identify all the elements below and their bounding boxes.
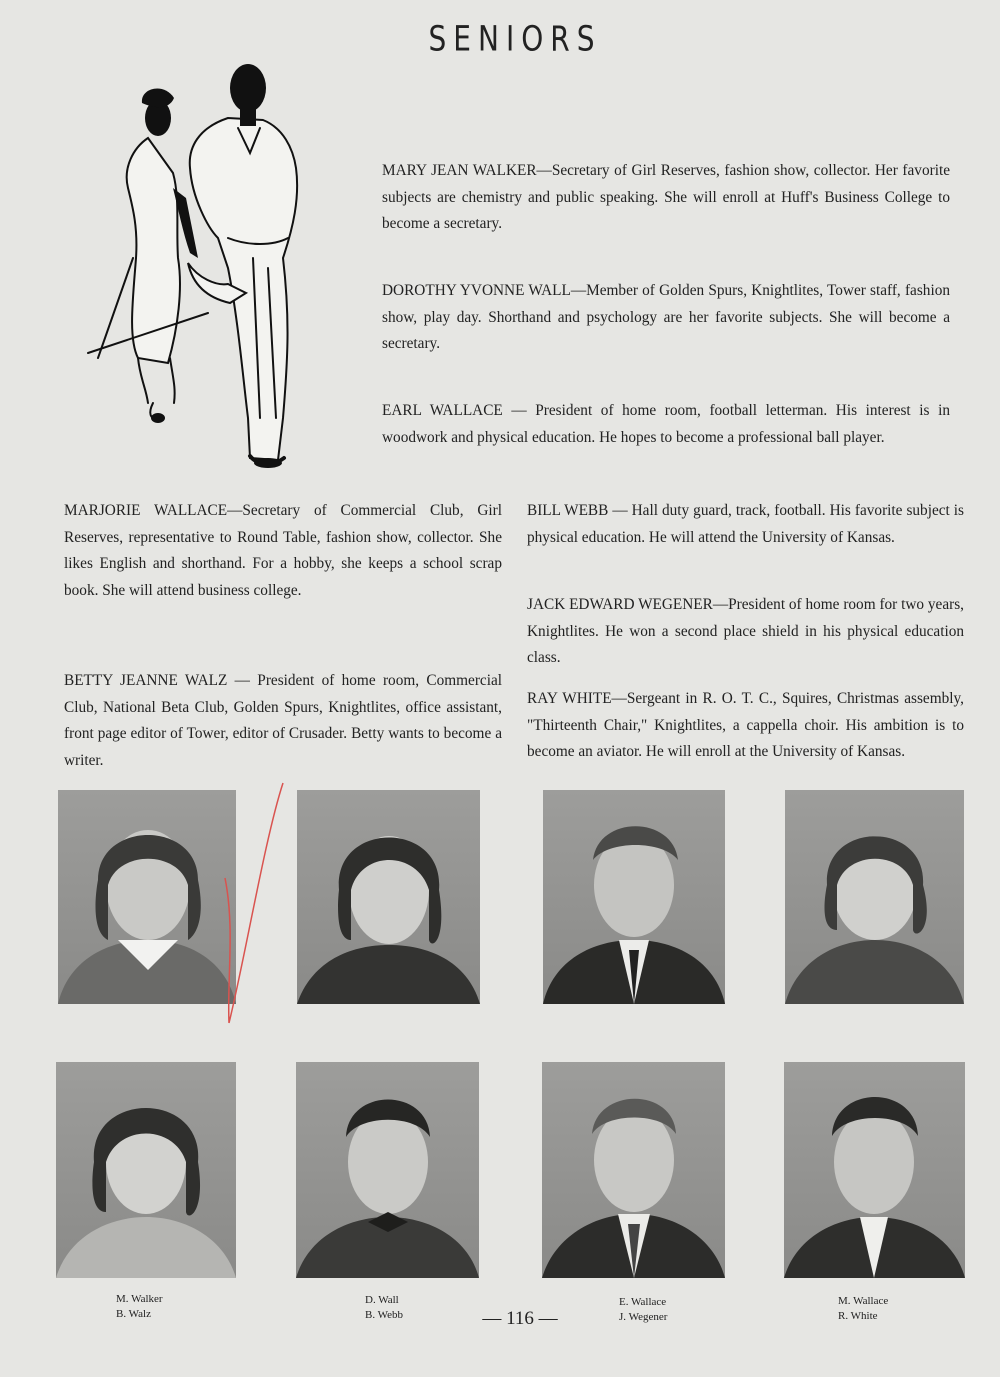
caption-name: M. Wallace <box>838 1295 889 1307</box>
page-title: SENIORS <box>428 18 602 60</box>
portrait-photo <box>296 1062 479 1278</box>
portrait-photo <box>58 790 236 1004</box>
bio-betty-jeanne-walz: BETTY JEANNE WALZ — President of home room, Commercial Club, National Beta Club, Golden Spurs, Knightlites, office assistant, front page editor of Tower, editor of Crusader. Betty wants to become a writer. <box>64 672 502 769</box>
caption-name: R. White <box>838 1310 878 1322</box>
couple-illustration <box>78 58 318 478</box>
bio-jack-edward-wegener: JACK EDWARD WEGENER—President of home room for two years, Knightlites. He won a second place shield in his physical education class. <box>527 596 964 666</box>
bio-earl-wallace: EARL WALLACE — President of home room, football letterman. His interest is in woodwork and physical education. He hopes to become a professional ball player. <box>382 402 950 446</box>
portrait-photo <box>542 1062 725 1278</box>
portrait-photo <box>297 790 480 1004</box>
bio-mary-jean-walker: MARY JEAN WALKER—Secretary of Girl Reserves, fashion show, collector. Her favorite subjects are chemistry and public speaking. She will enroll at Huff's Business College to become a secretary. <box>382 162 950 232</box>
bio-marjorie-wallace: MARJORIE WALLACE—Secretary of Commercial Club, Girl Reserves, representative to Round Table, fashion show, collector. She likes English and shorthand. For a hobby, she keeps a school scrap book. She will attend business college. <box>64 502 502 599</box>
portrait-photo <box>543 790 725 1004</box>
caption-name: M. Walker <box>116 1293 163 1305</box>
photo-caption <box>838 1294 918 1324</box>
photo-caption <box>365 1293 435 1323</box>
portrait-photo <box>784 1062 965 1278</box>
photo-caption <box>116 1292 186 1322</box>
caption-name: J. Wegener <box>619 1311 668 1323</box>
caption-name: D. Wall <box>365 1294 399 1306</box>
portrait-photo <box>56 1062 236 1278</box>
bio-dorothy-yvonne-wall: DOROTHY YVONNE WALL—Member of Golden Spurs, Knightlites, Tower staff, fashion show, play day. Shorthand and psychology are her favorite subjects. She will become a secretary. <box>382 282 950 352</box>
caption-name: B. Walz <box>116 1308 151 1320</box>
portrait-photo <box>785 790 964 1004</box>
pencil-check-mark <box>215 778 285 1028</box>
caption-name: E. Wallace <box>619 1296 667 1308</box>
caption-name: B. Webb <box>365 1309 404 1321</box>
bio-bill-webb: BILL WEBB — Hall duty guard, track, football. His favorite subject is physical education. He will attend the University of Kansas. <box>527 502 964 546</box>
bio-ray-white: RAY WHITE—Sergeant in R. O. T. C., Squires, Christmas assembly, "Thirteenth Chair," Knightlites, a cappella choir. His ambition is to become an aviator. He will enroll at the University of Kansas. <box>527 690 964 760</box>
photo-caption <box>619 1295 699 1325</box>
page-number: — 116 — <box>482 1308 558 1329</box>
